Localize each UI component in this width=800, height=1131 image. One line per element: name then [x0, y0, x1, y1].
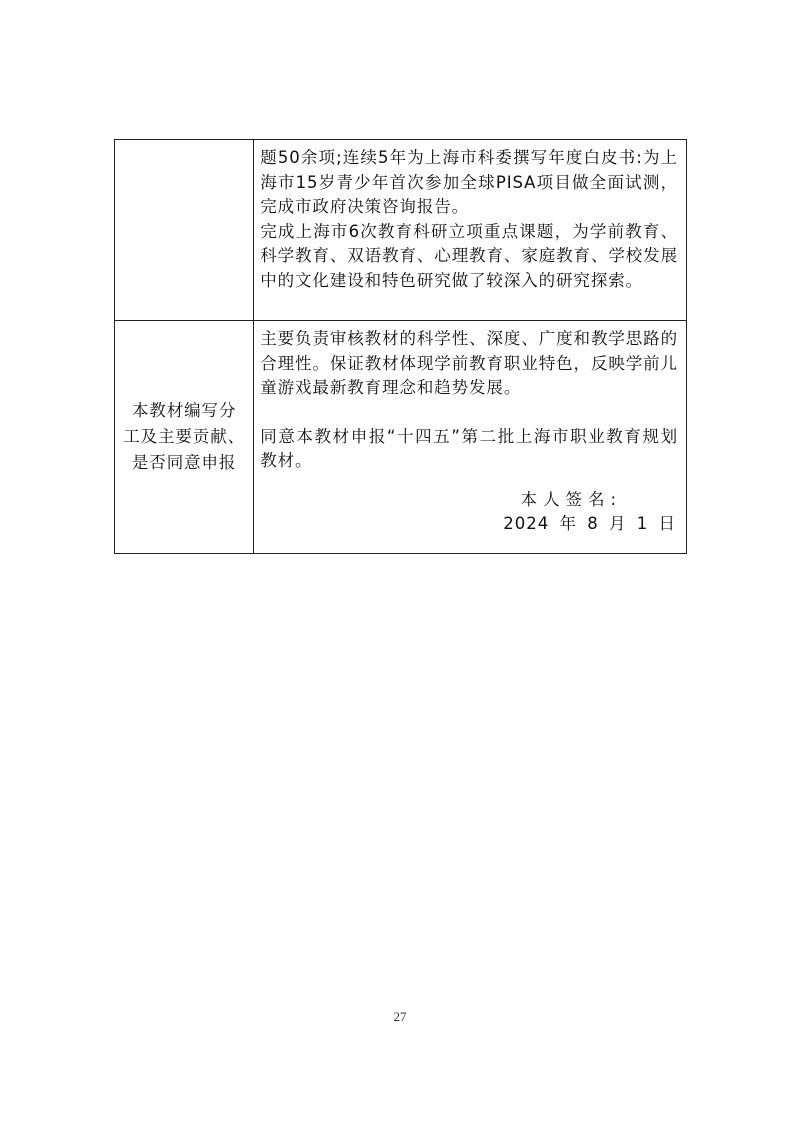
research-label-cell	[115, 140, 254, 321]
signature-date: 2024 年 8 月 1 日	[503, 514, 676, 533]
research-paragraph-1: 题50余项;连续5年为上海市科委撰写年度白皮书:为上海市15岁青少年首次参加全球PISA项目做全面试测，完成市政府决策咨询报告。	[260, 148, 678, 216]
research-content-cell	[254, 140, 687, 321]
contribution-row	[115, 321, 687, 554]
contribution-label-line-1: 本教材编写分	[131, 401, 237, 420]
contribution-label-line-3: 是否同意申报	[131, 453, 237, 472]
application-form-table	[114, 139, 687, 554]
blank-spacer	[260, 401, 678, 425]
contribution-label-cell	[115, 321, 254, 554]
signature-label: 本人签名:	[520, 489, 622, 509]
contribution-paragraph: 主要负责审核教材的科学性、深度、广度和教学思路的合理性。保证教材体现学前教育职业特色，反映学前儿童游戏最新教育理念和趋势发展。	[260, 329, 678, 397]
research-paragraph-2: 完成上海市6次教育科研立项重点课题，为学前教育、科学教育、双语教育、心理教育、家庭教育、学校发展中的文化建设和特色研究做了较深入的研究探索。	[260, 221, 678, 290]
page-number: 27	[393, 1009, 407, 1024]
consent-paragraph: 同意本教材申报“十四五”第二批上海市职业教育规划教材。	[260, 426, 678, 470]
contribution-content-cell	[254, 321, 687, 554]
contribution-label-line-2: 工及主要贡献、	[123, 427, 246, 446]
signature-block	[260, 488, 678, 537]
research-row	[115, 140, 687, 321]
